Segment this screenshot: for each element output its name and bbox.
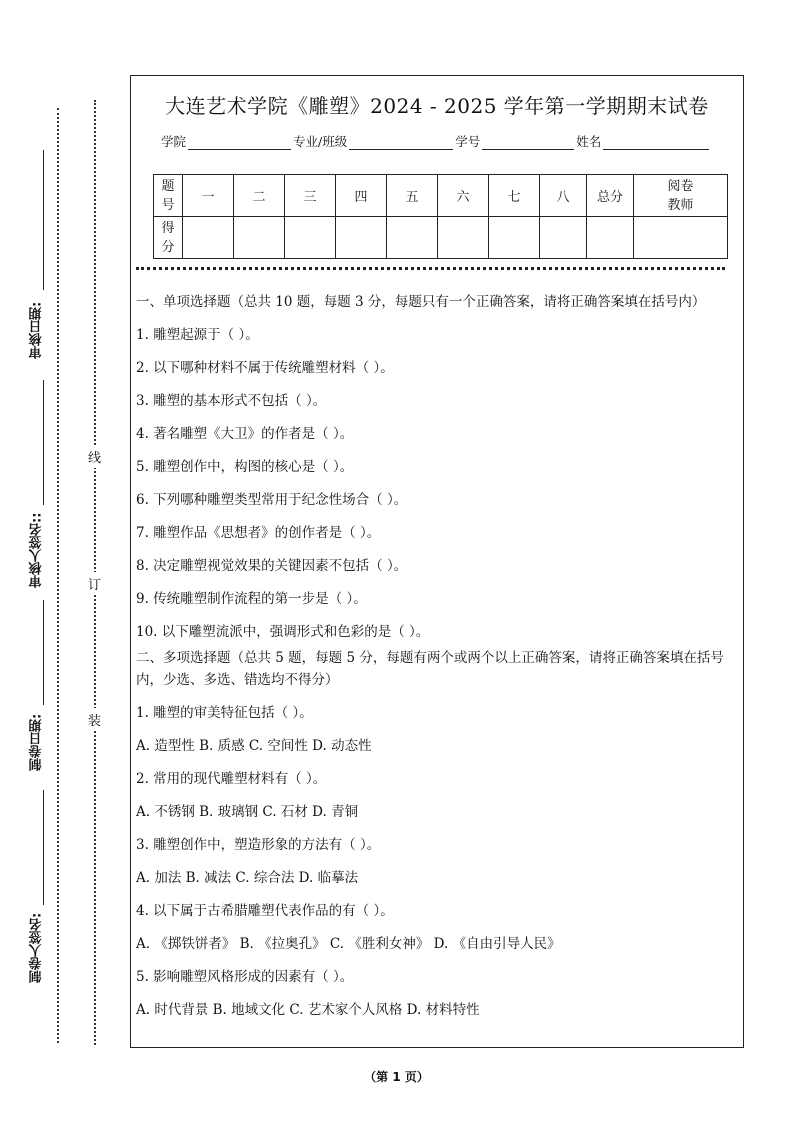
section2-options: A. 加法 B. 减法 C. 综合法 D. 临摹法 xyxy=(136,870,359,886)
section1-question: 1. 雕塑起源于（ ）。 xyxy=(136,327,259,343)
score-cell-total[interactable] xyxy=(587,217,634,259)
score-table xyxy=(153,174,728,259)
score-col-8: 八 xyxy=(540,175,587,217)
bind-mark-xian: 线 xyxy=(88,445,101,468)
review-date-label: 审核日期: xyxy=(29,301,45,359)
exam-title: 大连艺术学院《雕塑》2024 - 2025 学年第一学期期末试卷 xyxy=(165,94,709,118)
score-col-3: 三 xyxy=(285,175,336,217)
page-number: （第 1 页） xyxy=(364,1070,429,1084)
score-table-row-label: 题 号 xyxy=(154,175,183,217)
score-cell[interactable] xyxy=(336,217,387,259)
maker-sign-line[interactable] xyxy=(43,790,44,905)
score-cell[interactable] xyxy=(438,217,489,259)
section1-question: 2. 以下哪种材料不属于传统雕塑材料（ ）。 xyxy=(136,360,394,376)
score-cell[interactable] xyxy=(489,217,540,259)
score-col-1: 一 xyxy=(183,175,234,217)
make-date-label: 制卷日期: xyxy=(29,713,45,772)
bind-mark-zhuang: 装 xyxy=(88,708,101,731)
score-col-2: 二 xyxy=(234,175,285,217)
score-cell[interactable] xyxy=(285,217,336,259)
section-separator xyxy=(136,267,725,270)
score-cell[interactable] xyxy=(183,217,234,259)
section2-question: 2. 常用的现代雕塑材料有（ ）。 xyxy=(136,771,327,787)
score-col-grader: 阅卷 教师 xyxy=(634,175,728,217)
major-class-field[interactable] xyxy=(349,135,453,150)
bind-mark-ding: 订 xyxy=(88,572,101,595)
section1-question: 7. 雕塑作品《思想者》的创作者是（ ）。 xyxy=(136,525,381,541)
score-cell[interactable] xyxy=(540,217,587,259)
score-cell[interactable] xyxy=(234,217,285,259)
info-label-college: 学院 xyxy=(161,134,187,149)
name-field[interactable] xyxy=(603,135,709,150)
section1-question: 5. 雕塑创作中，构图的核心是（ ）。 xyxy=(136,459,354,475)
make-date-line[interactable] xyxy=(43,600,44,705)
college-field[interactable] xyxy=(188,135,291,150)
section1-question: 8. 决定雕塑视觉效果的关键因素不包括（ ）。 xyxy=(136,558,408,574)
binding-dotted-line-left xyxy=(57,108,59,1043)
section2-options: A. 不锈钢 B. 玻璃钢 C. 石材 D. 青铜 xyxy=(136,804,359,820)
score-table-header-row xyxy=(154,175,728,217)
score-col-5: 五 xyxy=(387,175,438,217)
section1-heading: 一、单项选择题（总共 10 题，每题 3 分，每题只有一个正确答案，请将正确答案填在括号内） xyxy=(136,294,706,310)
student-id-field[interactable] xyxy=(482,135,574,150)
info-label-major: 专业/班级 xyxy=(293,134,348,149)
score-col-total: 总分 xyxy=(587,175,634,217)
score-col-4: 四 xyxy=(336,175,387,217)
section2-question: 4. 以下属于古希腊雕塑代表作品的有（ ）。 xyxy=(136,903,394,919)
section2-options: A. 造型性 B. 质感 C. 空间性 D. 动态性 xyxy=(136,738,372,754)
section1-question: 9. 传统雕塑制作流程的第一步是（ ）。 xyxy=(136,591,367,607)
reviewer-sign-label: 审核人签名:: xyxy=(29,512,45,588)
section2-question: 3. 雕塑创作中，塑造形象的方法有（ ）。 xyxy=(136,837,381,853)
info-label-student-id: 学号 xyxy=(455,134,481,149)
score-cell[interactable] xyxy=(387,217,438,259)
section2-question: 1. 雕塑的审美特征包括（ ）。 xyxy=(136,705,313,721)
reviewer-sign-line[interactable] xyxy=(43,380,44,505)
score-col-7: 七 xyxy=(489,175,540,217)
score-table-score-row xyxy=(154,217,728,259)
section1-question: 4. 著名雕塑《大卫》的作者是（ ）。 xyxy=(136,426,354,442)
exam-frame xyxy=(130,75,744,1048)
info-label-name: 姓名 xyxy=(576,134,602,149)
section2-heading: 二、多项选择题（总共 5 题，每题 5 分，每题有两个或两个以上正确答案，请将正确答案填在括号内，少选、多选、错选均不得分） xyxy=(136,650,724,688)
section2-options: A. 《掷铁饼者》 B. 《拉奥孔》 C. 《胜利女神》 D. 《自由引导人民》 xyxy=(136,936,561,952)
maker-sign-label: 制卷人签名: xyxy=(29,912,45,983)
score-table-row-label: 得 分 xyxy=(154,217,183,259)
section1-question: 10. 以下雕塑流派中，强调形式和色彩的是（ ）。 xyxy=(136,624,430,640)
section1-question: 3. 雕塑的基本形式不包括（ ）。 xyxy=(136,393,327,409)
exam-content xyxy=(136,291,737,1032)
section2-options: A. 时代背景 B. 地域文化 C. 艺术家个人风格 D. 材料特性 xyxy=(136,1002,480,1018)
section2-question: 5. 影响雕塑风格形成的因素有（ ）。 xyxy=(136,969,354,985)
score-cell-grader[interactable] xyxy=(634,217,728,259)
section1-question: 6. 下列哪种雕塑类型常用于纪念性场合（ ）。 xyxy=(136,492,408,508)
student-info-row xyxy=(161,132,711,150)
score-col-6: 六 xyxy=(438,175,489,217)
review-date-line[interactable] xyxy=(43,150,44,290)
